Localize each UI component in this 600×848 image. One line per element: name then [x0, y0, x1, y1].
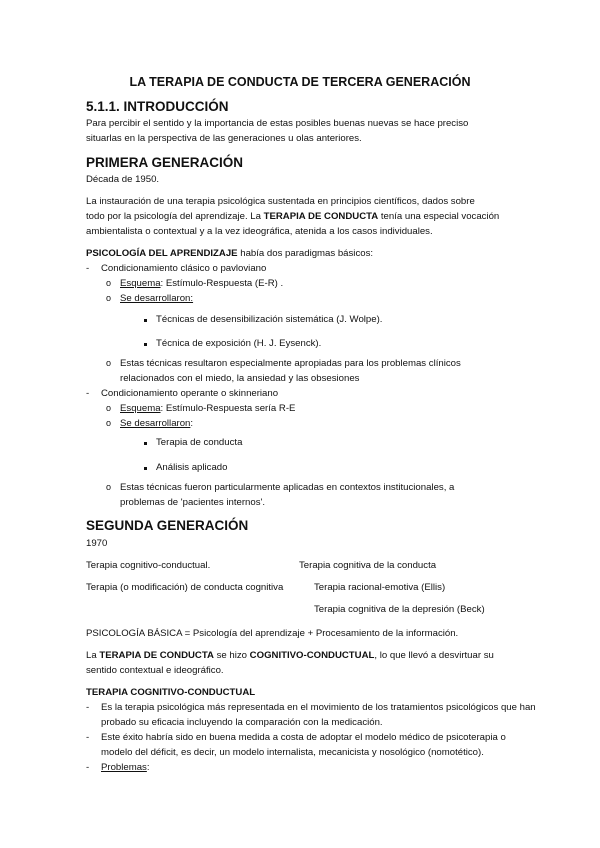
estas-tecnicas-1-line-1: Estas técnicas resultaron especialmente apropiadas para los problemas clínicos	[120, 358, 461, 369]
circle-bullet: o	[106, 418, 112, 428]
square-bullet	[144, 343, 147, 346]
intro-line-2: situarlas en la perspectiva de las generaciones u olas anteriores.	[86, 133, 362, 144]
terapia-row-2-col-2: Terapia racional-emotiva (Ellis)	[314, 582, 446, 593]
terapia-row-1-col-1: Terapia cognitivo-conductual.	[86, 560, 211, 571]
segunda-para-text-a: La	[86, 650, 100, 661]
tcc-bullet-2-line-1: Este éxito habría sido en buena medida a costa de adoptar el modelo médico de psicoterapia o	[101, 732, 506, 743]
condicionamiento-clasico: Condicionamiento clásico o pavloviano	[101, 263, 267, 274]
tcc-bullet-1-line-2: probado su eficacia incluyendo la comparación con la medicación.	[101, 717, 383, 728]
circle-bullet: o	[106, 403, 112, 413]
esquema-2	[120, 403, 295, 415]
estas-tecnicas-2-line-2: problemas de 'pacientes internos'.	[120, 497, 265, 508]
estas-tecnicas-1-line-2: relacionados con el miedo, la ansiedad y las obsesiones	[120, 373, 360, 384]
tcc-bullet-2-line-2: modelo del déficit, es decir, un modelo internalista, mecanicista y nosológico (nomotético).	[101, 747, 484, 758]
circle-bullet: o	[106, 358, 112, 368]
intro-heading: 5.1.1. INTRODUCCIÓN	[86, 99, 229, 114]
segunda-para-text-c: se hizo	[213, 650, 250, 661]
square-bullet	[144, 467, 147, 470]
tecnica-desensibilizacion: Técnicas de desensibilización sistemática (J. Wolpe).	[156, 314, 383, 325]
psicologia-aprendizaje-bold: PSICOLOGÍA DEL APRENDIZAJE	[86, 248, 238, 259]
psicologia-aprendizaje-line	[86, 248, 373, 260]
psicologia-basica-line: PSICOLOGÍA BÁSICA = Psicología del aprendizaje + Procesamiento de la información.	[86, 628, 459, 639]
document-title: LA TERAPIA DE CONDUCTA DE TERCERA GENERACIÓN	[129, 75, 471, 89]
cognitivo-conductual-bold: COGNITIVO-CONDUCTUAL	[249, 650, 375, 661]
primera-para-line-2	[86, 211, 499, 223]
circle-bullet: o	[106, 293, 112, 303]
esquema-1-text: : Estímulo-Respuesta (E-R) .	[160, 278, 284, 289]
dash-bullet: -	[86, 762, 90, 773]
tcc-heading: TERAPIA COGNITIVO-CONDUCTUAL	[86, 687, 256, 698]
se-desarrollaron-2-label: Se desarrollaron	[120, 418, 191, 429]
segunda-heading: SEGUNDA GENERACIÓN	[86, 518, 249, 533]
esquema-2-text: : Estímulo-Respuesta sería R-E	[160, 403, 296, 414]
dash-bullet: -	[86, 732, 90, 743]
primera-para-line-1: La instauración de una terapia psicológica sustentada en principios científicos, dados sobre	[86, 196, 475, 207]
se-desarrollaron-2-colon: :	[190, 418, 194, 429]
analisis-aplicado-item: Análisis aplicado	[156, 462, 228, 473]
primera-decade: Década de 1950.	[86, 174, 160, 185]
problemas-label: Problemas	[101, 762, 147, 773]
esquema-1	[120, 278, 283, 290]
terapia-conducta-bold: TERAPIA DE CONDUCTA	[263, 211, 379, 222]
tcc-bullet-1-line-1: Es la terapia psicológica más representada en el movimiento de los tratamientos psicológicos que han	[101, 702, 536, 713]
estas-tecnicas-2-line-1: Estas técnicas fueron particularmente aplicadas en contextos institucionales, a	[120, 482, 455, 493]
primera-para-line-3: ambientalista o contextual y a la vez ideográfica, atenida a los casos individuales.	[86, 226, 433, 237]
tecnica-exposicion: Técnica de exposición (H. J. Eysenck).	[156, 338, 322, 349]
dash-bullet: -	[86, 388, 90, 399]
primera-heading: PRIMERA GENERACIÓN	[86, 155, 244, 170]
dash-bullet: -	[86, 702, 90, 713]
se-desarrollaron-1: Se desarrollaron:	[120, 293, 194, 304]
circle-bullet: o	[106, 482, 112, 492]
terapia-row-2-col-1: Terapia (o modificación) de conducta cognitiva	[86, 582, 284, 593]
square-bullet	[144, 442, 147, 445]
terapia-row-1-col-2: Terapia cognitiva de la conducta	[299, 560, 437, 571]
segunda-para-line-1	[86, 650, 494, 662]
primera-para-text-end: tenía una especial vocación	[378, 211, 500, 222]
problemas-line	[101, 762, 150, 774]
primera-para-text: todo por la psicología del aprendizaje. La	[86, 211, 264, 222]
intro-line-1: Para percibir el sentido y la importancia de estas posibles buenas nuevas se hace preciso	[86, 118, 469, 129]
esquema-2-label: Esquema	[120, 403, 161, 414]
terapia-conducta-bold-2: TERAPIA DE CONDUCTA	[99, 650, 214, 661]
problemas-colon: :	[146, 762, 150, 773]
dash-bullet: -	[86, 263, 90, 274]
se-desarrollaron-2	[120, 418, 193, 430]
esquema-1-label: Esquema	[120, 278, 161, 289]
square-bullet	[144, 319, 147, 322]
segunda-para-line-2: sentido contextual e ideográfico.	[86, 665, 224, 676]
condicionamiento-operante: Condicionamiento operante o skinneriano	[101, 388, 279, 399]
segunda-year: 1970	[86, 538, 108, 549]
circle-bullet: o	[106, 278, 112, 288]
terapia-row-3-col-2: Terapia cognitiva de la depresión (Beck)	[314, 604, 485, 615]
terapia-de-conducta-item: Terapia de conducta	[156, 437, 243, 448]
segunda-para-text-e: , lo que llevó a desvirtuar su	[374, 650, 494, 661]
psicologia-aprendizaje-rest: había dos paradigmas básicos:	[237, 248, 374, 259]
